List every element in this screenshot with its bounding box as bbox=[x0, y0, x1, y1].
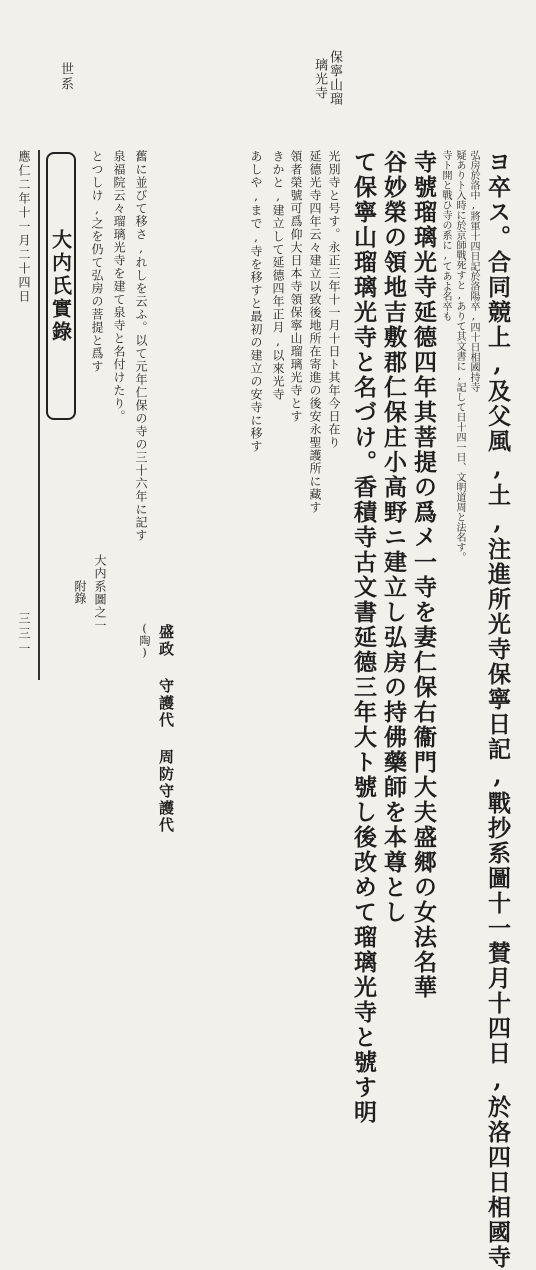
text-column: 弘房於洛中,將軍十四日記於洛陽卒,四十日相國持寺 bbox=[468, 150, 479, 392]
text-column: 疑ありト入時に於京師戰死すと,ありて其文書に,記して日十四一日、文明道周と法名す。 bbox=[454, 150, 465, 562]
margin-rule bbox=[38, 150, 40, 680]
text-column: ヨ卒ス。合同競上,及父風,土,注進所光寺保寧日記,戰抄系圖十一賛月十四日,於洛四日相國寺 bbox=[484, 150, 511, 1270]
text-column: 泉福院云々瑠璃光寺を建て泉寺と名付けたり。 bbox=[112, 150, 126, 423]
margin-date: 應仁二年十一月二十四日 bbox=[17, 150, 31, 304]
text-column: あしや,まで,寺を移すと最初の建立の安寺に移す bbox=[249, 150, 263, 453]
text-column: 光別寺と号す。永正三年十一月十日ト其年今日在り bbox=[327, 150, 341, 449]
header-right-label-1: 保寧山瑠 bbox=[327, 50, 342, 106]
text-column: 寺號瑠璃光寺延德四年其菩提の爲メ一寺を妻仁保右衞門大夫盛郷の女法名華 bbox=[410, 150, 437, 1000]
appendix-label: 附錄 bbox=[73, 580, 87, 604]
genealogy-entry: 盛政 守護代 周防守護代 bbox=[157, 624, 175, 834]
text-column: 寺ト開と戰ひ寺の系に,てあよ名卒も bbox=[440, 150, 451, 321]
text-column: とつしけ,之を仍て弘房の菩提と爲す bbox=[90, 150, 104, 373]
title-box bbox=[46, 152, 76, 420]
text-column: て保寧山瑠璃光寺と名づけ。香積寺古文書延德三年大ト號し後改めて瑠璃光寺と號す明 bbox=[350, 150, 377, 1125]
header-right-label-2: 璃光寺 bbox=[312, 58, 327, 100]
gloss: (陶) bbox=[138, 622, 151, 659]
text-column: 舊に並びて移さ,れしを云ふ。以て元年仁保の寺の三十六年に記す bbox=[134, 150, 148, 542]
book-title: 大内氏實錄 bbox=[48, 228, 73, 344]
header-left-label: 世系 bbox=[58, 62, 73, 92]
text-column: きかと,建立して延德四年正月,以來光寺 bbox=[271, 150, 285, 401]
text-column: 延德光寺四年云々建立以致後地所在寄進の後安永聖護所に藏す bbox=[308, 150, 322, 514]
genealogy-heading: 大内系圖之一 bbox=[93, 554, 107, 632]
page-number: 三三一 bbox=[17, 612, 31, 657]
text-column: 谷妙榮の領地吉敷郡仁保庄小高野ニ建立し弘房の持佛藥師を本尊とし bbox=[380, 150, 407, 925]
text-column: 領者榮號可爲仰大日本寺領保寧山瑠璃光寺とす bbox=[289, 150, 303, 423]
